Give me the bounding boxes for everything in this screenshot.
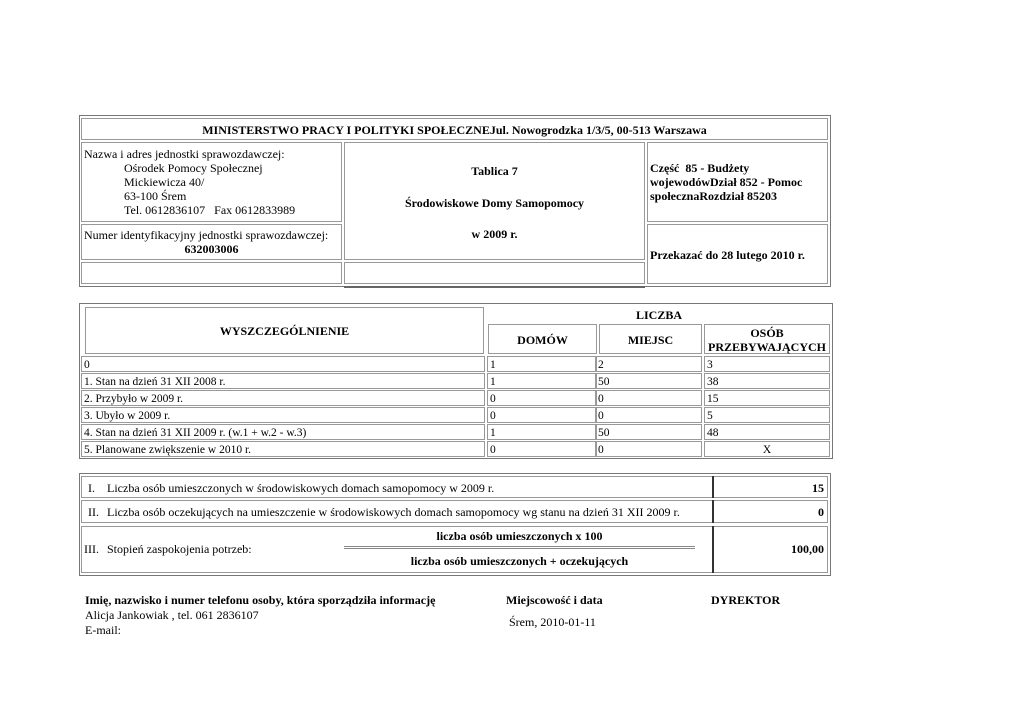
group-header: LICZBA [635, 308, 682, 322]
left-empty-box [81, 262, 342, 284]
preparer-name: Alicja Jankowiak , tel. 061 2836107 [85, 608, 259, 622]
table-row-label: 3. Ubyło w 2009 r. [81, 407, 485, 423]
col-places-header: MIEJSC [599, 324, 702, 354]
table-row-label: 4. Stan na dzień 31 XII 2009 r. (w.1 + w.2 - w.3) [81, 424, 485, 440]
fraction-denominator: liczba osób umieszczonych + oczekujących [410, 554, 629, 568]
middle-rule [344, 286, 645, 288]
summary-row-2-value: 0 [818, 505, 824, 519]
summary-divider-1 [712, 476, 714, 498]
summary-row-1-value: 15 [812, 481, 824, 495]
summary-divider-3 [712, 526, 714, 573]
table-cell-persons: 3 [704, 356, 830, 372]
table-cell-persons: 15 [704, 390, 830, 406]
table-cell-persons: X [704, 441, 830, 457]
unit-id-value: 632003006 [184, 242, 239, 256]
summary-row-3-num: III. [84, 542, 99, 556]
table-year: w 2009 r. [471, 227, 518, 241]
table-title: Środowiskowe Domy Samopomocy [404, 196, 585, 210]
summary-row-2-num: II. [88, 505, 99, 519]
place-date-value: Śrem, 2010-01-11 [509, 615, 596, 629]
table-cell-homes: 0 [487, 407, 597, 423]
table-cell-homes: 1 [487, 356, 597, 372]
table-number: Tablica 7 [471, 164, 518, 178]
summary-row-1-num: I. [88, 481, 95, 495]
summary-row-2-label: Liczba osób oczekujących na umieszczenie w środowiskowych domach samopomocy wg stanu na dzień 31 XII 2009 r. [107, 505, 680, 519]
table-row-label: 5. Planowane zwiększenie w 2010 r. [81, 441, 485, 457]
table-cell-homes: 1 [487, 373, 597, 389]
table-cell-places: 50 [595, 424, 702, 440]
table-cell-persons: 48 [704, 424, 830, 440]
table-cell-places: 0 [595, 441, 702, 457]
unit-street: Mickiewicza 40/ [124, 175, 205, 189]
unit-city: 63-100 Śrem [124, 189, 187, 203]
col-persons-header-line2: PRZEBYWAJĄCYCH [707, 340, 826, 354]
fraction-line [344, 546, 695, 549]
col-homes-header: DOMÓW [488, 324, 597, 354]
col-persons-header [704, 324, 830, 354]
table-cell-persons: 5 [704, 407, 830, 423]
summary-row-1-label: Liczba osób umieszczonych w środowiskowych domach samopomocy w 2009 r. [107, 481, 495, 495]
desc-header: WYSZCZEGÓLNIENIE [85, 307, 484, 354]
middle-empty-box [344, 262, 645, 284]
unit-name: Ośrodek Pomocy Społecznej [124, 161, 263, 175]
table-cell-homes: 0 [487, 441, 597, 457]
summary-row-3-label: Stopień zaspokojenia potrzeb: [107, 542, 252, 556]
budget-line-1: Część 85 - Budżety [650, 161, 750, 175]
summary-divider-2 [712, 500, 714, 523]
col-persons-header-line1: OSÓB [750, 326, 784, 340]
table-cell-homes: 1 [487, 424, 597, 440]
deadline-text: Przekazać do 28 lutego 2010 r. [650, 248, 805, 262]
table-row-label: 0 [81, 356, 485, 372]
place-date-label: Miejscowość i data [506, 593, 603, 607]
budget-line-2: wojewodówDział 852 - Pomoc [650, 175, 803, 189]
email-label: E-mail: [85, 623, 121, 637]
unit-id-label: Numer identyfikacyjny jednostki sprawozdawczej: [84, 228, 329, 242]
table-cell-places: 0 [595, 407, 702, 423]
table-cell-persons: 38 [704, 373, 830, 389]
table-cell-places: 0 [595, 390, 702, 406]
director-label: DYREKTOR [711, 593, 781, 607]
preparer-label: Imię, nazwisko i numer telefonu osoby, która sporządziła informację [85, 593, 436, 607]
budget-line-3: społecznaRozdział 85203 [650, 189, 777, 203]
table-cell-places: 2 [595, 356, 702, 372]
table-cell-homes: 0 [487, 390, 597, 406]
ministry-title: MINISTERSTWO PRACY I POLITYKI SPOŁECZNEJul. Nowogrodzka 1/3/5, 00-513 Warszawa [81, 118, 828, 140]
unit-label: Nazwa i adres jednostki sprawozdawczej: [84, 147, 285, 161]
table-cell-places: 50 [595, 373, 702, 389]
unit-phone: Tel. 0612836107 Fax 0612833989 [124, 203, 296, 217]
summary-row-3-value: 100,00 [791, 542, 824, 556]
fraction-numerator: liczba osób umieszczonych x 100 [436, 529, 603, 543]
table-row-label: 2. Przybyło w 2009 r. [81, 390, 485, 406]
table-row-label: 1. Stan na dzień 31 XII 2008 r. [81, 373, 485, 389]
